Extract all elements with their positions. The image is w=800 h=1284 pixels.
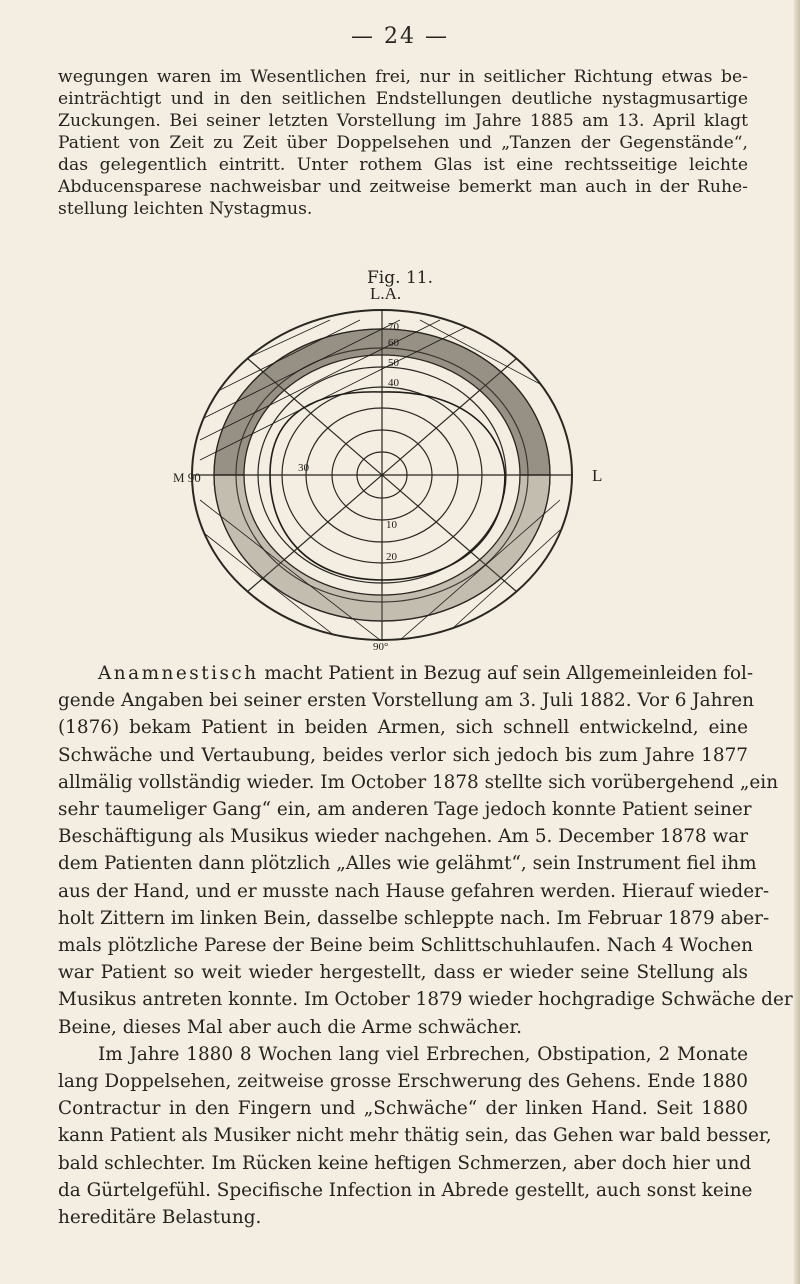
figure-label-top: L.A. [370,284,402,303]
text-line: wegungen waren im Wesentlichen frei, nur in seitlicher Richtung etwas be- [58,67,748,87]
body-text [58,660,793,1231]
ring-label: 30 [298,462,309,474]
text-line: Schwäche und Vertaubung, beides verlor sich jedoch bis zum Jahre 1877 [58,744,748,766]
text-line: Zuckungen. Bei seiner letzten Vorstellung im Jahre 1885 am 13. April klagt [58,111,748,131]
page-number: — 24 — [351,24,449,49]
text-line: Contractur in den Fingern und „Schwäche“ der linken Hand. Seit 1880 [58,1098,748,1120]
ring-label: 40 [388,377,399,389]
text-line: hereditäre Belastung. [58,1207,262,1229]
text-line: Patient von Zeit zu Zeit über Doppelsehen und „Tanzen der Gegenstände“, [58,133,748,153]
ring-label: 20 [386,551,397,563]
visual-field-figure [0,280,800,650]
emphasis-word: Anamnestisch [98,663,259,684]
text-line: aus der Hand, und er musste nach Hause gefahren werden. Hierauf wieder- [58,880,770,902]
text-line: Beine, dieses Mal aber auch die Arme schwächer. [58,1016,522,1038]
text-line: lang Doppelsehen, zeitweise grosse Erschwerung des Gehens. Ende 1880 [58,1071,748,1093]
ring-label: 70 [388,321,399,333]
text-line: dem Patienten dann plötzlich „Alles wie gelähmt“, sein Instrument fiel ihm [58,853,757,875]
text-line: war Patient so weit wieder hergestellt, dass er wieder seine Stellung als [58,962,748,984]
text-line: Beschäftigung als Musikus wieder nachgehen. Am 5. December 1878 war [58,826,748,848]
intro-paragraph [58,66,748,220]
text-line [58,660,754,687]
text-fragment: macht Patient in Bezug auf sein Allgemeinleiden fol- [258,663,754,684]
figure-caption: Fig. 11. [367,268,433,288]
text-line: bald schlechter. Im Rücken keine heftigen Schmerzen, aber doch hier und [58,1152,752,1174]
figure-label-right: L [592,466,603,485]
text-line: kann Patient als Musiker nicht mehr thätig sein, das Gehen war bald besser, [58,1125,772,1147]
text-line: (1876) bekam Patient in beiden Armen, sich schnell entwickelnd, eine [58,717,748,739]
figure-label-left: M 90 [173,470,201,485]
ring-label: 10 [386,519,397,531]
perimeter-chart [192,310,572,640]
page-edge [794,0,800,1284]
text-line: sehr taumeliger Gang“ ein, am anderen Tage jedoch konnte Patient seiner [58,799,752,821]
text-line: das gelegentlich eintritt. Unter rothem Glas ist eine rechtsseitige leichte [58,155,748,175]
figure-label-bottom: 90° [373,641,389,650]
text-line: allmälig vollständig wieder. Im October 1878 stellte sich vorübergehend „ein [58,771,779,793]
text-line: mals plötzliche Parese der Beine beim Schlittschuhlaufen. Nach 4 Wochen [58,935,753,957]
ring-label: 60 [388,337,399,349]
text-line: Im Jahre 1880 8 Wochen lang viel Erbrechen, Obstipation, 2 Monate [98,1043,748,1065]
text-line: Musikus antreten konnte. Im October 1879 wieder hochgradige Schwäche der [58,989,793,1011]
text-line: da Gürtelgefühl. Specifische Infection in Abrede gestellt, auch sonst keine [58,1179,753,1201]
text-line: stellung leichten Nystagmus. [58,199,313,219]
ring-label: 50 [388,357,399,369]
text-line: Abducensparese nachweisbar und zeitweise bemerkt man auch in der Ruhe- [58,177,748,197]
text-line: gende Angaben bei seiner ersten Vorstellung am 3. Juli 1882. Vor 6 Jahren [58,690,754,712]
text-line: einträchtigt und in den seitlichen Endstellungen deutliche nystagmusartige [58,89,748,109]
text-line: holt Zittern im linken Bein, dasselbe schleppte nach. Im Februar 1879 aber- [58,907,770,929]
